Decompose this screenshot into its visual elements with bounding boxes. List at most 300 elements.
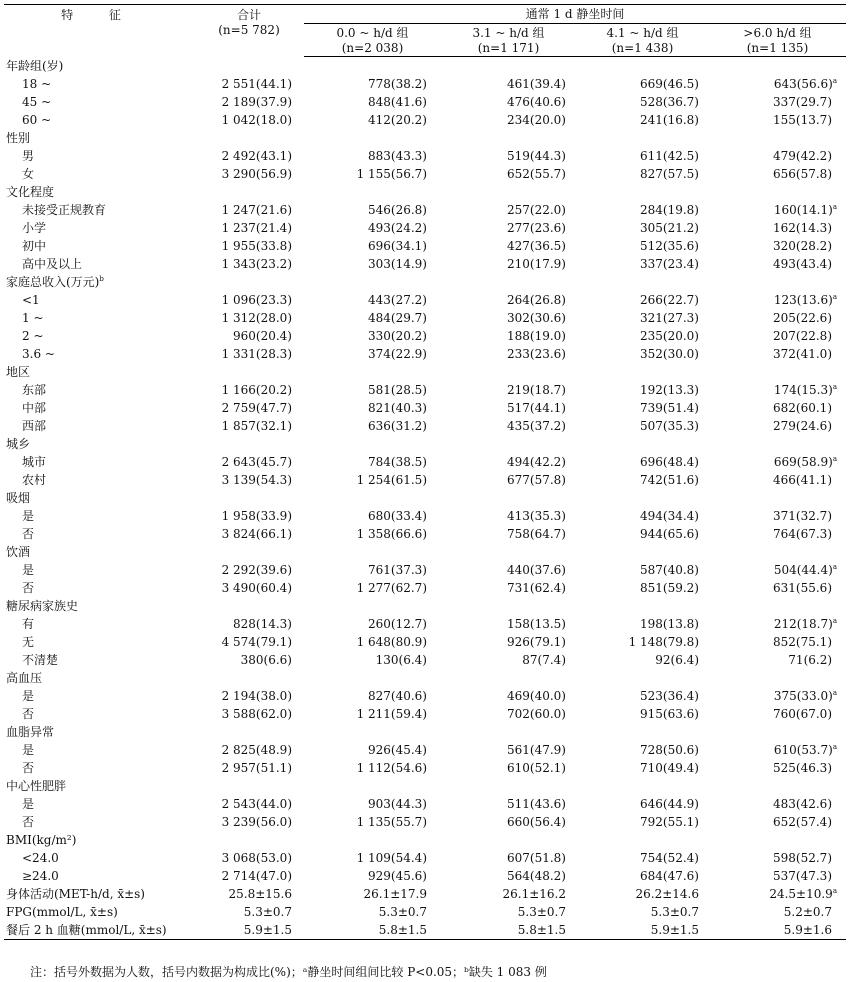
table-row	[4, 849, 846, 867]
row-label: 否	[22, 527, 35, 541]
cell-value	[304, 363, 441, 381]
table-body	[4, 57, 846, 940]
cell-value: 5.9±1.5	[194, 921, 304, 940]
row-label: 是	[22, 563, 35, 577]
cell-value: 636(31.2)	[368, 419, 427, 433]
cell-value: 607(51.8)	[507, 851, 566, 865]
table-row	[4, 507, 846, 525]
cell-value	[709, 273, 846, 291]
table-row	[4, 219, 846, 237]
cell-value	[304, 723, 441, 741]
row-label: 小学	[22, 221, 47, 235]
row-label: 2 ~	[22, 329, 44, 343]
cell-value	[194, 57, 304, 76]
cell-value: 352(30.0)	[640, 347, 699, 361]
cell-value	[194, 183, 304, 201]
cell-value: 610(52.1)	[507, 761, 566, 775]
cell-value: 915(63.6)	[640, 707, 699, 721]
cell-value: 926(79.1)	[507, 635, 566, 649]
table-row	[4, 687, 846, 705]
cell-value: 598(52.7)	[773, 851, 833, 865]
cell-value	[709, 489, 846, 507]
cell-value: 512(35.6)	[640, 239, 699, 253]
cell-value	[441, 831, 576, 849]
cell-value	[576, 57, 709, 76]
table-row	[4, 453, 846, 471]
cell-value: 680(33.4)	[368, 509, 427, 523]
cell-value: 461(39.4)	[507, 77, 566, 91]
cell-value: 207(22.8)	[773, 329, 833, 343]
cell-value: 380(6.6)	[240, 653, 292, 667]
cell-value: 493(43.4)	[773, 257, 833, 271]
cell-value: 479(42.2)	[773, 149, 833, 163]
table-row	[4, 795, 846, 813]
cell-value: 1 254(61.5)	[356, 473, 427, 487]
cell-value: 26.1±17.9	[363, 887, 427, 901]
row-label: 无	[22, 635, 35, 649]
cell-value	[441, 273, 576, 291]
cell-value: 337(29.7)	[773, 95, 833, 109]
cell-value: 5.3±0.7	[378, 905, 427, 919]
cell-value: 26.2±14.6	[635, 887, 699, 901]
row-label: 是	[22, 743, 35, 757]
category-row	[4, 885, 846, 903]
cell-value: 5.3±0.7	[517, 905, 566, 919]
row-label: 糖尿病家族史	[6, 599, 79, 613]
table-row	[4, 741, 846, 759]
table-row	[4, 579, 846, 597]
cell-value: 764(67.3)	[773, 527, 833, 541]
row-label: 否	[22, 815, 35, 829]
cell-value: 371(32.7)	[773, 509, 833, 523]
header-group-2: 3.1 ~ h/d 组 (n=1 171)	[441, 24, 576, 57]
cell-value	[576, 435, 709, 453]
table-row	[4, 327, 846, 345]
table-row	[4, 561, 846, 579]
cell-value	[709, 183, 846, 201]
row-label: 是	[22, 509, 35, 523]
cell-value: 284(19.8)	[640, 203, 699, 217]
cell-value: 412(20.2)	[368, 113, 427, 127]
header-total: 合计 (n=5 782)	[218, 8, 280, 37]
cell-value: 2 194(38.0)	[221, 689, 292, 703]
category-row	[4, 921, 846, 940]
cell-value	[441, 777, 576, 795]
cell-value	[576, 831, 709, 849]
cell-value: 466(41.1)	[773, 473, 833, 487]
row-label: 年龄组(岁)	[6, 58, 64, 73]
table-row	[4, 633, 846, 651]
cell-value: 277(23.6)	[507, 221, 566, 235]
row-label: 1 ~	[22, 311, 44, 325]
cell-value: 330(20.2)	[368, 329, 427, 343]
category-row	[4, 489, 846, 507]
cell-value: 660(56.4)	[507, 815, 566, 829]
cell-value: 188(19.0)	[507, 329, 566, 343]
cell-value: 851(59.2)	[640, 581, 699, 595]
cell-value: 1 648(80.9)	[356, 635, 427, 649]
table-row	[4, 399, 846, 417]
cell-value: 929(45.6)	[368, 869, 427, 883]
cell-value: 1 958(33.9)	[221, 509, 292, 523]
row-label: 不清楚	[22, 653, 59, 667]
cell-value: 235(20.0)	[640, 329, 699, 343]
cell-value	[576, 129, 709, 147]
cell-value: 279(24.6)	[773, 419, 833, 433]
cell-value: 24.5±10.9$^a$	[769, 887, 838, 901]
cell-value: 652(55.7)	[507, 167, 566, 181]
cell-value: 564(48.2)	[507, 869, 566, 883]
row-label: 否	[22, 761, 35, 775]
cell-value: $504(44.4)^a$	[773, 563, 838, 577]
row-label: 家庭总收入(万元)$^b$	[6, 275, 104, 289]
cell-value: 233(23.6)	[507, 347, 566, 361]
cell-value: 303(14.9)	[368, 257, 427, 271]
cell-value: 944(65.6)	[640, 527, 699, 541]
cell-value	[576, 363, 709, 381]
cell-value: 1 096(23.3)	[221, 293, 292, 307]
row-label: 性别	[6, 131, 31, 145]
cell-value: 26.1±16.2	[502, 887, 566, 901]
cell-value: 1 237(21.4)	[221, 221, 292, 235]
cell-value: 3 588(62.0)	[221, 707, 292, 721]
cell-value	[304, 831, 441, 849]
cell-value	[576, 669, 709, 687]
cell-value	[441, 723, 576, 741]
category-row	[4, 183, 846, 201]
table-row	[4, 417, 846, 435]
cell-value: 523(36.4)	[640, 689, 699, 703]
cell-value: 2 759(47.7)	[221, 401, 292, 415]
cell-value: 427(36.5)	[507, 239, 566, 253]
cell-value: 2 643(45.7)	[221, 455, 292, 469]
cell-value: 525(46.3)	[773, 761, 833, 775]
cell-value: 5.9±1.6	[709, 921, 846, 940]
cell-value	[576, 489, 709, 507]
table-row	[4, 255, 846, 273]
table-row	[4, 615, 846, 633]
cell-value: 469(40.0)	[507, 689, 566, 703]
row-label: 男	[22, 149, 35, 163]
row-label: 初中	[22, 239, 47, 253]
cell-value: 413(35.3)	[507, 509, 566, 523]
cell-value: 821(40.3)	[368, 401, 427, 415]
cell-value: 1 277(62.7)	[356, 581, 427, 595]
cell-value: 5.8±1.5	[304, 921, 441, 940]
row-label: 吸烟	[6, 491, 31, 505]
cell-value: 158(13.5)	[507, 617, 566, 631]
cell-value	[304, 129, 441, 147]
row-label: 餐后 2 h 血糖(mmol/L, x̄±s)	[4, 921, 194, 940]
cell-value: $669(58.9)^a$	[773, 455, 838, 469]
cell-value: 3 139(54.3)	[221, 473, 292, 487]
cell-value: 71(6.2)	[788, 653, 833, 667]
cell-value	[441, 489, 576, 507]
cell-value	[194, 777, 304, 795]
cell-value: 581(28.5)	[368, 383, 427, 397]
table-row	[4, 813, 846, 831]
cell-value	[709, 363, 846, 381]
cell-value: 5.9±1.5	[576, 921, 709, 940]
row-label: 否	[22, 581, 35, 595]
cell-value: 3 490(60.4)	[221, 581, 292, 595]
cell-value: 2 543(44.0)	[221, 797, 292, 811]
cell-value	[304, 597, 441, 615]
cell-value: 754(52.4)	[640, 851, 699, 865]
cell-value: 241(16.8)	[640, 113, 699, 127]
cell-value: 546(26.8)	[368, 203, 427, 217]
row-label: FPG(mmol/L, x̄±s)	[6, 905, 118, 919]
cell-value	[194, 129, 304, 147]
category-row	[4, 831, 846, 849]
cell-value: 517(44.1)	[507, 401, 566, 415]
cell-value: 631(55.6)	[773, 581, 833, 595]
category-row	[4, 363, 846, 381]
cell-value	[576, 273, 709, 291]
characteristics-table	[4, 4, 846, 940]
cell-value	[441, 363, 576, 381]
cell-value: 210(17.9)	[507, 257, 566, 271]
cell-value	[441, 129, 576, 147]
cell-value: 696(48.4)	[640, 455, 699, 469]
cell-value: 3 068(53.0)	[221, 851, 292, 865]
cell-value: 155(13.7)	[773, 113, 833, 127]
cell-value: 710(49.4)	[640, 761, 699, 775]
cell-value: 2 714(47.0)	[221, 869, 292, 883]
cell-value: 260(12.7)	[368, 617, 427, 631]
header-sedentary-time: 通常 1 d 静坐时间	[304, 5, 846, 24]
row-label: 未接受正规教育	[22, 203, 107, 217]
cell-value: 828(14.3)	[233, 617, 292, 631]
cell-value: 1 312(28.0)	[221, 311, 292, 325]
category-row	[4, 723, 846, 741]
row-label: 是	[22, 797, 35, 811]
row-label: 高血压	[6, 671, 43, 685]
row-label: 文化程度	[6, 185, 55, 199]
row-label: 农村	[22, 473, 47, 487]
row-label: 有	[22, 617, 35, 631]
table-row	[4, 237, 846, 255]
cell-value: 669(46.5)	[640, 77, 699, 91]
cell-value: 561(47.9)	[507, 743, 566, 757]
cell-value: 5.3±0.7	[650, 905, 699, 919]
category-row	[4, 777, 846, 795]
row-label: 西部	[22, 419, 47, 433]
cell-value: 960(20.4)	[233, 329, 292, 343]
cell-value: 1 358(66.6)	[356, 527, 427, 541]
cell-value	[304, 489, 441, 507]
cell-value: 684(47.6)	[640, 869, 699, 883]
cell-value	[441, 57, 576, 76]
cell-value	[194, 435, 304, 453]
cell-value: $123(13.6)^a$	[773, 293, 838, 307]
cell-value: 852(75.1)	[773, 635, 833, 649]
cell-value	[709, 435, 846, 453]
cell-value: 702(60.0)	[507, 707, 566, 721]
cell-value: 435(37.2)	[507, 419, 566, 433]
cell-value	[709, 57, 846, 76]
cell-value: 1 042(18.0)	[221, 113, 292, 127]
cell-value: 731(62.4)	[507, 581, 566, 595]
cell-value: 646(44.9)	[640, 797, 699, 811]
row-label: ≥24.0	[22, 869, 59, 883]
table-row	[4, 147, 846, 165]
cell-value: 205(22.6)	[773, 311, 833, 325]
cell-value: 25.8±15.6	[228, 887, 292, 901]
category-row	[4, 597, 846, 615]
row-label: 女	[22, 167, 35, 181]
table-row	[4, 111, 846, 129]
cell-value	[304, 543, 441, 561]
cell-value	[304, 57, 441, 76]
cell-value: 5.2±0.7	[783, 905, 833, 919]
cell-value: 587(40.8)	[640, 563, 699, 577]
cell-value: 305(21.2)	[640, 221, 699, 235]
cell-value	[441, 669, 576, 687]
cell-value: 1 857(32.1)	[221, 419, 292, 433]
cell-value: 760(67.0)	[773, 707, 833, 721]
header-group-1: 0.0 ~ h/d 组 (n=2 038)	[304, 24, 441, 57]
row-label: 45 ~	[22, 95, 52, 109]
cell-value: 337(23.4)	[640, 257, 699, 271]
cell-value	[709, 777, 846, 795]
header-group-4: >6.0 h/d 组 (n=1 135)	[709, 24, 846, 57]
table-row	[4, 381, 846, 399]
row-label: 城市	[22, 455, 47, 469]
table-footnote: 注：括号外数据为人数，括号内数据为构成比(%)；ᵃ静坐时间组间比较 P<0.05；ᵇ缺失 1 083 例	[30, 965, 547, 979]
cell-value: 2 825(48.9)	[221, 743, 292, 757]
row-label: 城乡	[6, 437, 31, 451]
cell-value	[576, 777, 709, 795]
cell-value	[304, 435, 441, 453]
cell-value: 2 551(44.1)	[221, 77, 292, 91]
cell-value: 320(28.2)	[773, 239, 833, 253]
row-label: BMI(kg/m²)	[6, 833, 77, 847]
row-label: 60 ~	[22, 113, 52, 127]
cell-value: $160(14.1)^a$	[773, 203, 838, 217]
row-label: 中部	[22, 401, 47, 415]
cell-value: 2 492(43.1)	[221, 149, 292, 163]
cell-value: 827(57.5)	[640, 167, 699, 181]
cell-value	[576, 183, 709, 201]
cell-value	[576, 597, 709, 615]
header-feature: 特 征	[61, 8, 137, 22]
cell-value: 827(40.6)	[368, 689, 427, 703]
cell-value	[441, 543, 576, 561]
row-label: 是	[22, 689, 35, 703]
cell-value: 926(45.4)	[368, 743, 427, 757]
cell-value: 162(14.3)	[773, 221, 833, 235]
cell-value	[709, 543, 846, 561]
cell-value: 652(57.4)	[773, 815, 833, 829]
table-row	[4, 75, 846, 93]
row-label: 3.6 ~	[22, 347, 55, 361]
cell-value: 3 239(56.0)	[221, 815, 292, 829]
cell-value: 511(43.6)	[507, 797, 566, 811]
cell-value: 1 112(54.6)	[356, 761, 427, 775]
cell-value: 484(29.7)	[368, 311, 427, 325]
cell-value	[194, 597, 304, 615]
row-label: 地区	[6, 365, 31, 379]
cell-value: 92(6.4)	[655, 653, 699, 667]
cell-value: 476(40.6)	[507, 95, 566, 109]
cell-value: 761(37.3)	[368, 563, 427, 577]
cell-value: 374(22.9)	[368, 347, 427, 361]
category-row	[4, 129, 846, 147]
category-row	[4, 273, 846, 291]
row-label: 东部	[22, 383, 47, 397]
cell-value: $212(18.7)^a$	[773, 617, 838, 631]
cell-value: 440(37.6)	[507, 563, 566, 577]
cell-value: 883(43.3)	[368, 149, 427, 163]
cell-value: $643(56.6)^a$	[773, 77, 838, 91]
cell-value	[441, 597, 576, 615]
category-row	[4, 435, 846, 453]
cell-value: 483(42.6)	[773, 797, 833, 811]
cell-value: 3 824(66.1)	[221, 527, 292, 541]
cell-value: 130(6.4)	[375, 653, 427, 667]
header-group-3: 4.1 ~ h/d 组 (n=1 438)	[576, 24, 709, 57]
table-row	[4, 345, 846, 363]
cell-value: 2 292(39.6)	[221, 563, 292, 577]
cell-value: 1 211(59.4)	[356, 707, 427, 721]
cell-value: 778(38.2)	[368, 77, 427, 91]
cell-value: 443(27.2)	[368, 293, 427, 307]
cell-value: 784(38.5)	[368, 455, 427, 469]
cell-value: 1 166(20.2)	[221, 383, 292, 397]
row-label: 中心性肥胖	[6, 779, 67, 793]
cell-value	[194, 831, 304, 849]
table-row	[4, 759, 846, 777]
cell-value: 742(51.6)	[640, 473, 699, 487]
cell-value: 372(41.0)	[773, 347, 833, 361]
cell-value: 5.3±0.7	[243, 905, 292, 919]
table-row	[4, 93, 846, 111]
table-row	[4, 867, 846, 885]
cell-value: $375(33.0)^a$	[773, 689, 838, 703]
row-label: 血脂异常	[6, 725, 55, 739]
cell-value: 2 189(37.9)	[221, 95, 292, 109]
cell-value	[576, 723, 709, 741]
cell-value	[304, 669, 441, 687]
cell-value: 1 955(33.8)	[221, 239, 292, 253]
cell-value: 682(60.1)	[773, 401, 833, 415]
cell-value: 537(47.3)	[773, 869, 833, 883]
cell-value: 87(7.4)	[522, 653, 566, 667]
table-row	[4, 471, 846, 489]
cell-value: 234(20.0)	[507, 113, 566, 127]
cell-value	[709, 669, 846, 687]
table-row	[4, 291, 846, 309]
cell-value: 739(51.4)	[640, 401, 699, 415]
cell-value	[709, 831, 846, 849]
cell-value	[194, 363, 304, 381]
cell-value	[304, 777, 441, 795]
cell-value: 264(26.8)	[507, 293, 566, 307]
cell-value: 792(55.1)	[640, 815, 699, 829]
cell-value: 192(13.3)	[640, 383, 699, 397]
cell-value: 494(34.4)	[640, 509, 699, 523]
cell-value	[304, 273, 441, 291]
table-row	[4, 309, 846, 327]
cell-value: 519(44.3)	[507, 149, 566, 163]
cell-value	[709, 723, 846, 741]
cell-value: 494(42.2)	[507, 455, 566, 469]
category-row	[4, 669, 846, 687]
cell-value: 1 155(56.7)	[356, 167, 427, 181]
cell-value: 219(18.7)	[507, 383, 566, 397]
row-label: 身体活动(MET-h/d, x̄±s)	[6, 887, 145, 901]
